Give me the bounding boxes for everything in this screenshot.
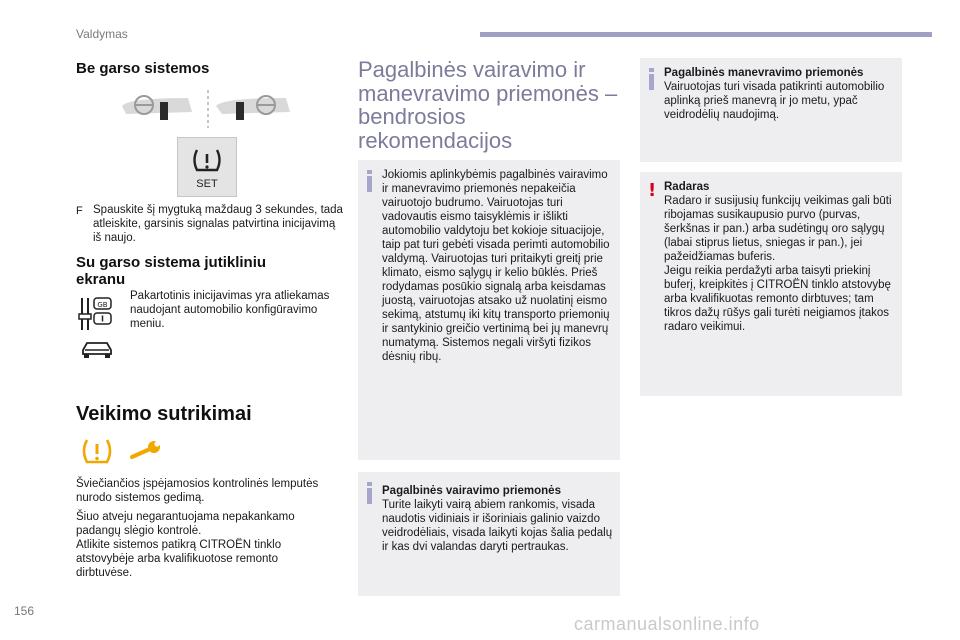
- malfunctions-p3: Atlikite sistemos patikrą CITROËN tinklo atstovybėje arba kvalifikuotose remonto dirbtuvėse.: [76, 539, 282, 579]
- step-text: Spauskite šį mygtuką maždaug 3 sekundes, tada atleiskite, garsinis signalas patvirtina inicijavimą iš naujo.: [93, 204, 343, 244]
- manoeuvring-aids-text: Vairuotojas turi visada patikrinti automobilio aplinką prieš manevrą ir jo metu, ypač veidrodėlių naudojimą.: [664, 81, 885, 121]
- settings-menu-icon: [78, 296, 114, 332]
- step-symbol: F: [76, 205, 83, 217]
- driving-aids-text: Turite laikyti vairą abiem rankomis, visada naudotis vidiniais ir išoriniais galinio vaizdo veidrodėliais, visada laikyti kojas šalia pedalų ir kas dvi valandas daryti pertraukas.: [382, 499, 613, 553]
- manoeuvring-aids-box: [640, 58, 902, 162]
- page-title: Pagalbinės vairavimo ir manevravimo priemonės – bendrosios rekomendacijos: [358, 57, 618, 153]
- section-label: Valdymas: [76, 27, 128, 41]
- set-label: SET: [196, 178, 218, 190]
- info-icon: [367, 176, 372, 192]
- steering-wheels-illustration: [118, 88, 298, 130]
- page-number: 156: [14, 604, 35, 618]
- radar-heading: Radaras: [664, 181, 710, 193]
- tire-pressure-warning-light-icon: [80, 436, 114, 466]
- with-screen-heading: Su garso sistema jutikliniu ekranu: [76, 254, 267, 288]
- radar-text-p1: Radaro ir susijusių funkcijų veikimas gali būti ribojamas susikaupusio purvo (purvas, šerkšnas ir pan.) arba sudėtingų oro sąlygų (labai stiprus lietus, sniegas ir pan.), jei pažeidžiamas buferis.: [664, 195, 892, 263]
- warning-icon: !: [648, 180, 657, 201]
- radar-box: [640, 172, 902, 396]
- info-icon: [367, 488, 372, 504]
- info-icon: [649, 74, 654, 90]
- driving-aids-heading: Pagalbinės vairavimo priemonės: [382, 485, 561, 497]
- tire-pressure-warning-icon: [191, 146, 223, 174]
- general-recommendations-box: [358, 160, 620, 460]
- malfunctions-heading: Veikimo sutrikimai: [76, 403, 252, 425]
- svg-text:GB: GB: [97, 301, 108, 309]
- with-screen-text: Pakartotinis inicijavimas yra atliekamas naudojant automobilio konfigūravimo meniu.: [130, 290, 330, 330]
- radar-text-p2: Jeigu reikia perdažyti arba taisyti priekinį buferį, kreipkitės į CITROËN tinklo atstovybę arba kvalifikuotas remonto dirbtuves; tam tikros dažų rūšys gali turėti neigiamos įtakos radaro veikimui.: [664, 265, 891, 333]
- driving-aids-box: [358, 472, 620, 596]
- set-button[interactable]: [177, 137, 237, 197]
- manoeuvring-aids-heading: Pagalbinės manevravimo priemonės: [664, 67, 864, 79]
- malfunctions-p1: Šviečiančios įspėjamosios kontrolinės lemputės nurodo sistemos gedimą.: [76, 478, 319, 504]
- header-accent-bar: [480, 32, 932, 37]
- service-wrench-icon: [128, 440, 162, 462]
- car-icon: [80, 338, 114, 362]
- malfunctions-p2: Šiuo atveju negarantuojama nepakankamo padangų slėgio kontrolė.: [76, 511, 295, 537]
- no-sound-heading: Be garso sistemos: [76, 60, 210, 77]
- general-recommendations-text: Jokiomis aplinkybėmis pagalbinės vairavimo ir manevravimo priemonės nepakeičia vairuotojo budrumo. Vairuotojas turi vadovautis eismo taisyklėmis ir išlikti automobilio valdytoju bet kokioje situacijoje, taip pat turi gebėti visada perimti automobilio valdymą. Vairuotojas turi pritaikyti greitį prie klimato, eismo sąlygų ir kelio būklės. Prieš rodydamas posūkio signalą arba keisdamas juostą, vairuotojas atsako už nuolatinį eismo sekimą, atstumų iki kitų transporto priemonių ir santykinio greičio vertinimą bei jų manevrų numatymą. Sistemos negali viršyti fizikos dėsnių ribų.: [382, 169, 610, 363]
- watermark: carmanualsonline.info: [574, 614, 760, 634]
